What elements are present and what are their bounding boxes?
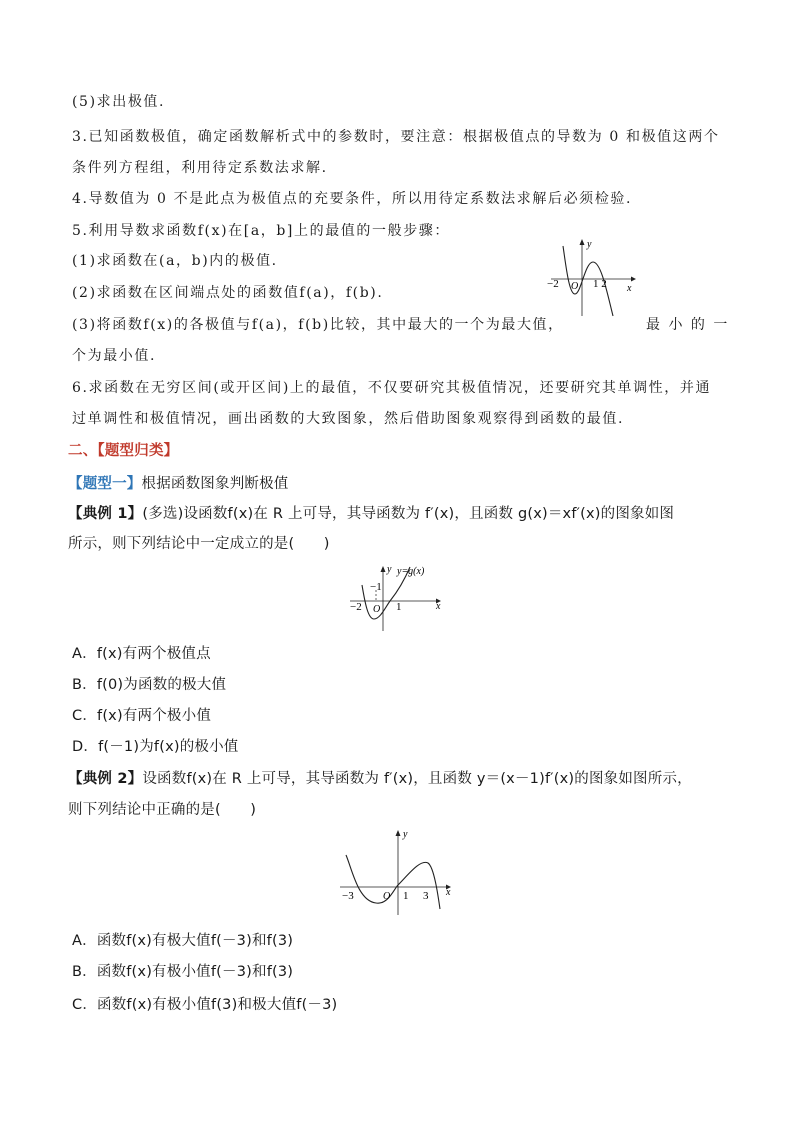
- figure-1-tick-1-2: 1 2: [593, 278, 607, 290]
- figure-1-tick-neg2: −2: [547, 278, 559, 290]
- section-heading: [68, 441, 178, 461]
- paragraph-5-step-1: (1)求函数在(a，b)内的极值.: [72, 253, 278, 269]
- example-1-stem-line-2: 所示，则下列结论中一定成立的是( ): [68, 536, 330, 552]
- paragraph-5-step-2: (2)求函数在区间端点处的函数值f(a)，f(b).: [72, 285, 384, 301]
- example-1-stem-text: (多选)设函数f(x)在 R 上可导，其导函数为 f′(x)，且函数 g(x)＝xf′(x)的图象如图: [142, 506, 675, 522]
- figure-1-y-label: y: [587, 239, 592, 250]
- figure-3-tick-3: 3: [423, 890, 429, 902]
- figure-2-graph: [346, 563, 446, 633]
- figure-2-origin-label: O: [373, 604, 381, 615]
- figure-3-origin-label: O: [383, 891, 391, 902]
- figure-2-x-label: x: [436, 601, 441, 612]
- example-1-option-d: D．f(－1)为f(x)的极小值: [72, 739, 239, 755]
- example-2-tag: 【典例 2】: [68, 771, 143, 787]
- figure-3-y-label: y: [403, 829, 408, 840]
- example-1-option-b: B．f(0)为函数的极大值: [72, 677, 227, 693]
- example-2-option-b: B．函数f(x)有极小值f(－3)和f(3): [72, 964, 294, 980]
- example-1-option-a: A．f(x)有两个极值点: [72, 646, 211, 662]
- figure-2-tick-1: 1: [396, 601, 402, 613]
- paragraph-5-title: 5.利用导数求函数f(x)在[a，b]上的最值的一般步骤：: [72, 223, 450, 239]
- paragraph-5-step-3c: 个为最小值.: [72, 348, 157, 364]
- example-1-tag: 【典例 1】: [68, 506, 143, 522]
- figure-3-graph: [336, 823, 461, 919]
- example-1-stem-line-1: [68, 504, 674, 524]
- figure-2-tick-neg1: −1: [370, 581, 382, 593]
- figure-1-x-arrow: [631, 277, 636, 282]
- figure-3-tick-1: 1: [403, 890, 409, 902]
- example-2-stem-line-2: 则下列结论中正确的是( ): [68, 802, 257, 818]
- figure-1-origin-label: O: [571, 281, 579, 292]
- section-prefix: 二、: [68, 443, 98, 459]
- figure-1-graph: [545, 236, 640, 320]
- figure-1-x-label: x: [627, 283, 632, 294]
- example-1-option-c: C．f(x)有两个极小值: [72, 708, 212, 724]
- figure-2-y-arrow: [381, 566, 386, 572]
- section-title: 【题型归类】: [97, 443, 179, 459]
- figure-2-tick-neg2: −2: [350, 601, 362, 613]
- paragraph-5-step-3a: (3)将函数f(x)的各极值与f(a)，f(b)比较，其中最大的一个为最大值，: [72, 317, 564, 333]
- example-2-stem-line-1: [68, 769, 692, 789]
- paragraph-4: 4.导数值为 0 不是此点为极值点的充要条件，所以用待定系数法求解后必须检验.: [72, 191, 633, 207]
- example-2-stem-text: 设函数f(x)在 R 上可导，其导函数为 f′(x)，且函数 y＝(x－1)f′(x)的图象如图所示，: [142, 771, 692, 787]
- type-1-tag: 【题型一】: [68, 476, 142, 492]
- figure-3-tick-neg3: −3: [342, 890, 354, 902]
- type-1-title: 根据函数图象判断极值: [141, 476, 289, 492]
- figure-3-y-arrow: [396, 830, 401, 836]
- figure-1-y-arrow: [580, 239, 585, 245]
- figure-2-curve-label: y=g(x): [397, 566, 425, 577]
- example-2-option-c: C．函数f(x)有极小值f(3)和极大值f(－3): [72, 997, 338, 1013]
- example-2-option-a: A．函数f(x)有极大值f(－3)和f(3): [72, 933, 294, 949]
- type-1-heading: [68, 474, 289, 494]
- figure-2-y-label: y: [387, 564, 392, 575]
- figure-3-x-label: x: [446, 887, 451, 898]
- paragraph-6-line-2: 过单调性和极值情况，画出函数的大致图象，然后借助图象观察得到函数的最值.: [72, 411, 625, 427]
- paragraph-3-line-1: 3.已知函数极值，确定函数解析式中的参数时，要注意：根据极值点的导数为 0 和极值这两个: [72, 129, 720, 145]
- paragraph-3-line-2: 条件列方程组，利用待定系数法求解.: [72, 160, 328, 176]
- paragraph-5-step-3b: 最 小 的 一: [646, 317, 730, 333]
- step-5-text: (5)求出极值.: [72, 94, 166, 110]
- paragraph-6-line-1: 6.求函数在无穷区间(或开区间)上的最值，不仅要研究其极值情况，还要研究其单调性，并通: [72, 380, 712, 396]
